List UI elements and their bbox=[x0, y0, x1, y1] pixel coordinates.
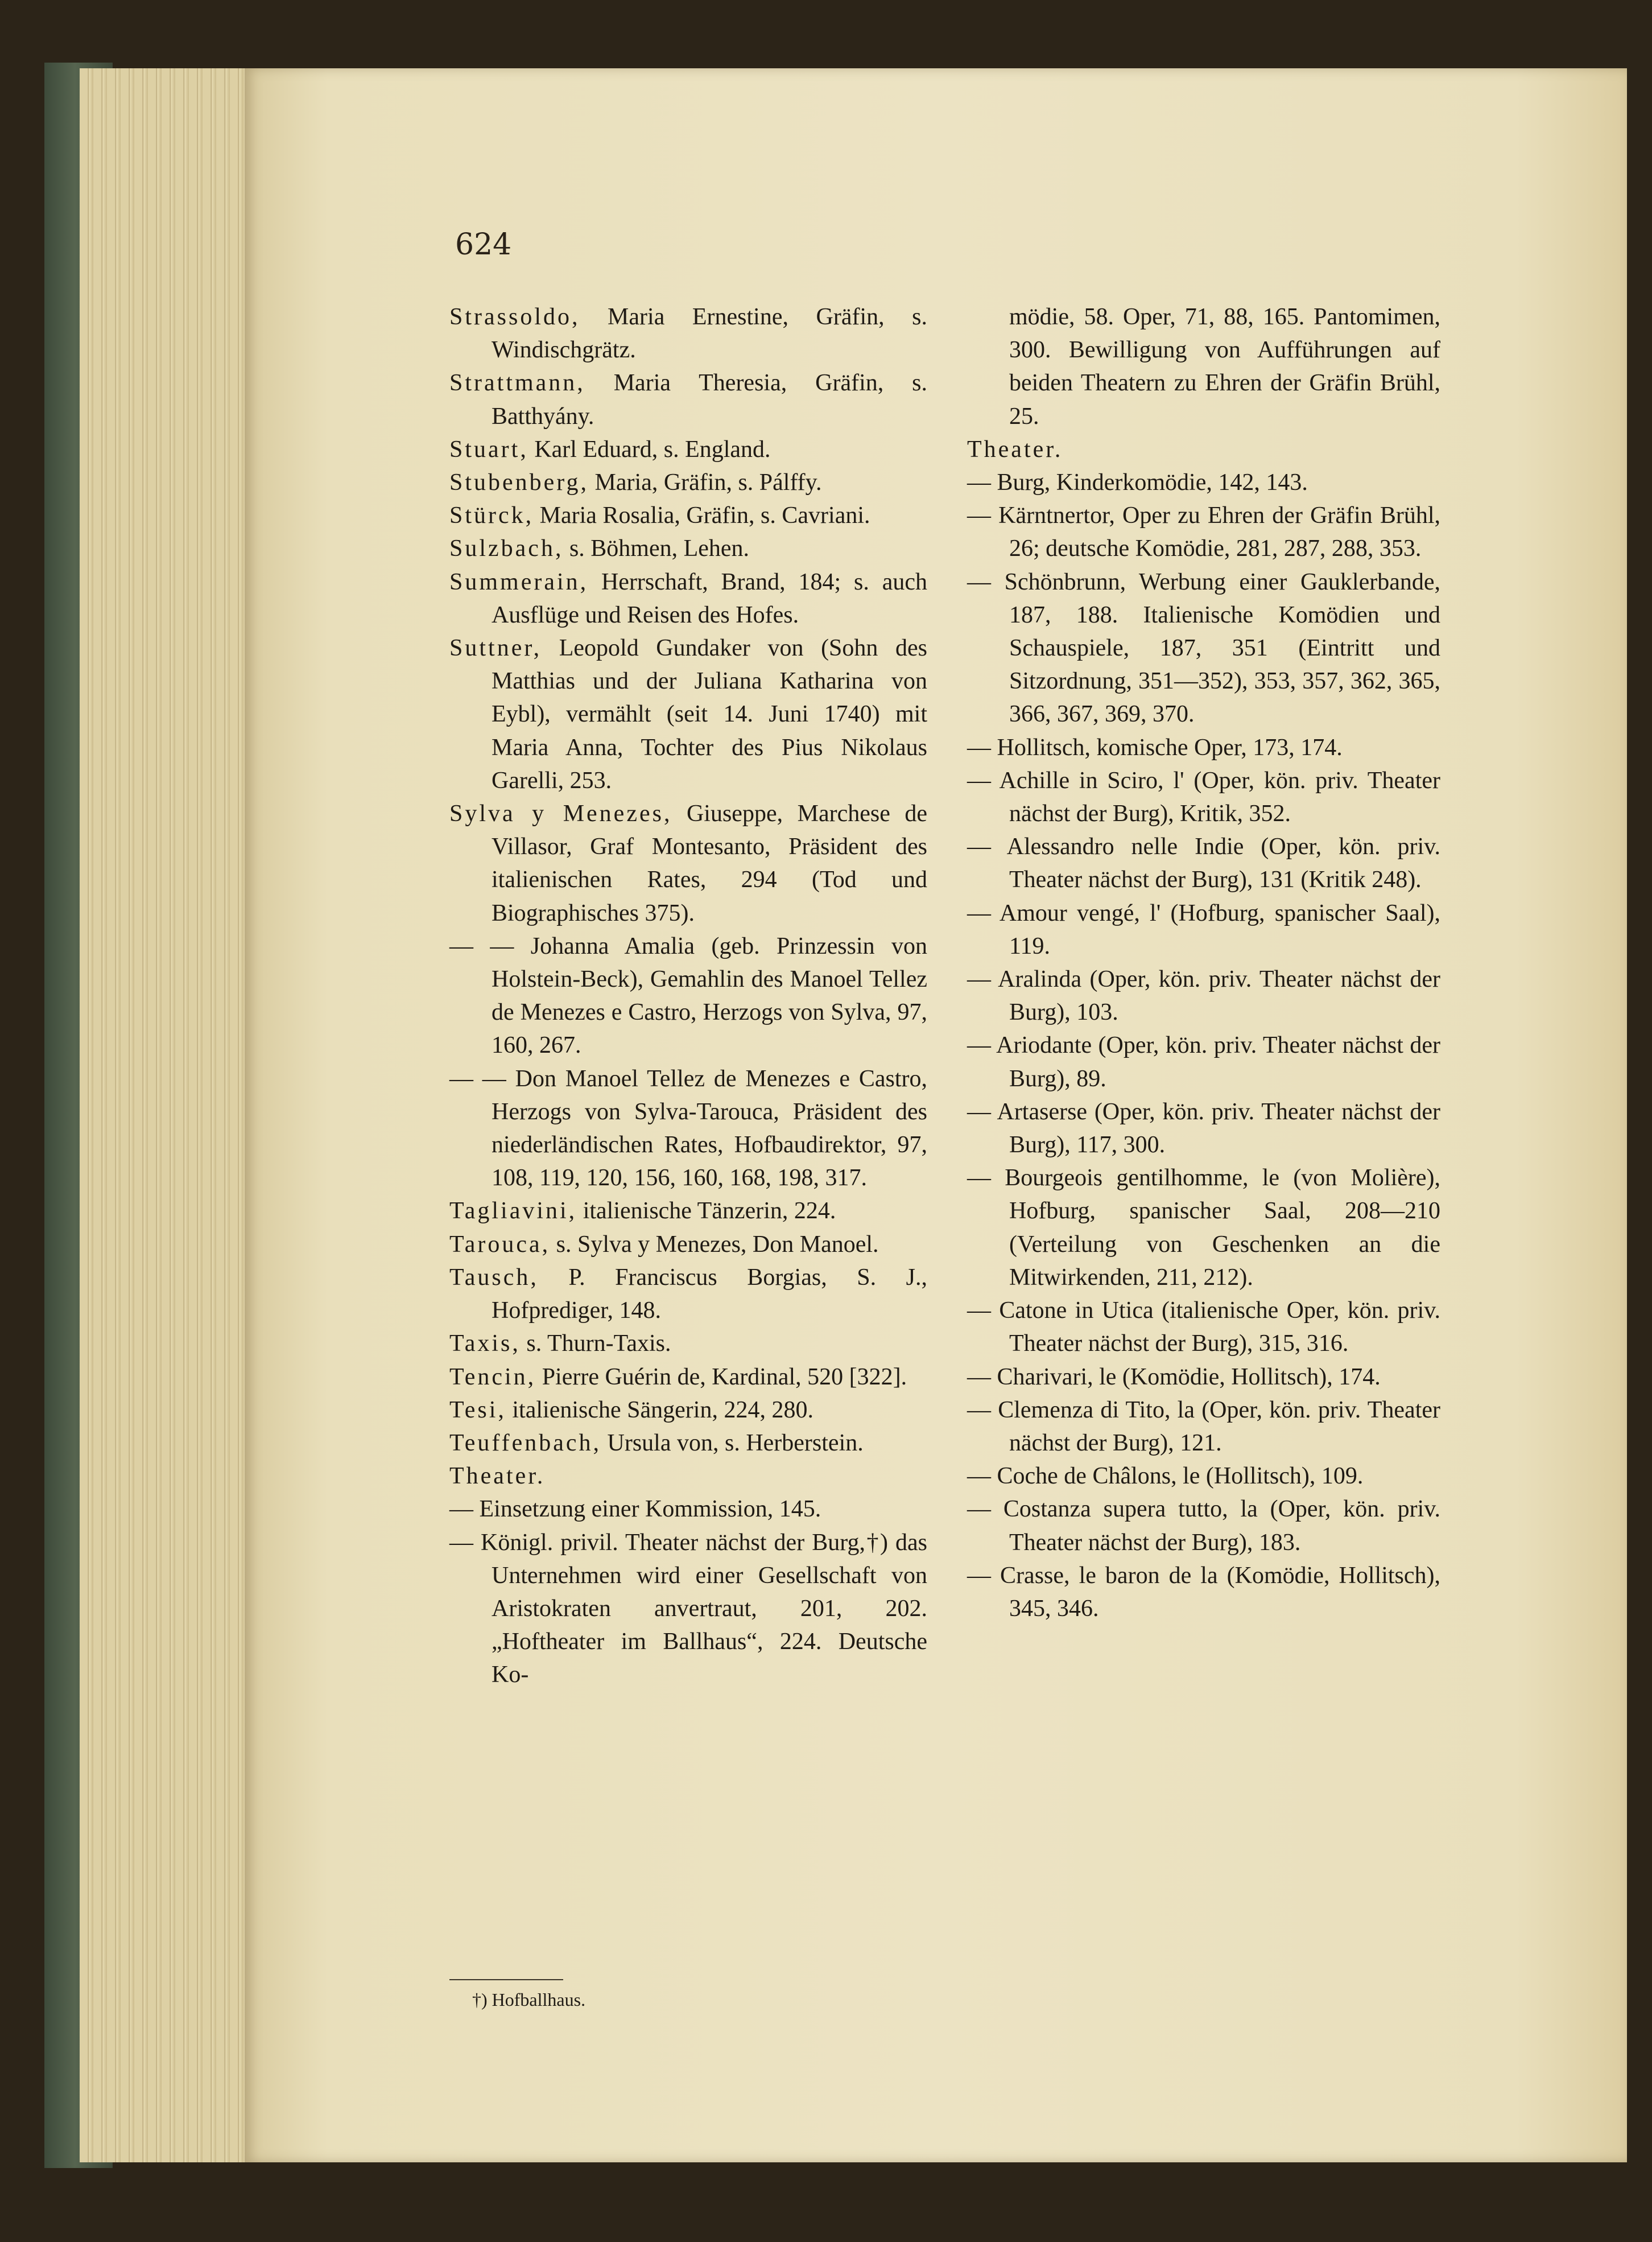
index-entry bbox=[967, 1095, 1440, 1161]
index-entry bbox=[967, 1559, 1440, 1625]
entry-text: — Ariodante (Oper, kön. priv. Theater nächst der Burg), 89. bbox=[967, 1032, 1440, 1092]
entry-heading: Stuart, bbox=[449, 436, 528, 463]
entry-heading: Tagliavini, bbox=[449, 1198, 577, 1225]
index-entry bbox=[967, 1493, 1440, 1559]
index-entry bbox=[449, 632, 927, 797]
entry-text: Herrschaft, Brand, 184; s. auch Ausflüge und Reisen des Hofes. bbox=[492, 568, 927, 628]
entry-heading: Teuffenbach, bbox=[449, 1429, 602, 1456]
index-entry bbox=[449, 300, 927, 366]
entry-text: Maria Rosalia, Gräfin, s. Cavriani. bbox=[534, 502, 870, 529]
entry-heading: Taxis, bbox=[449, 1330, 521, 1357]
index-entry bbox=[449, 499, 927, 532]
index-column-right bbox=[967, 300, 1440, 1625]
index-entry bbox=[449, 1427, 927, 1460]
page-number: 624 bbox=[455, 228, 512, 262]
index-entry bbox=[967, 897, 1440, 963]
entry-heading: Strattmann, bbox=[449, 370, 585, 397]
entry-text: Pierre Guérin de, Kardinal, 520 [322]. bbox=[536, 1363, 907, 1390]
entry-heading: Tarouca, bbox=[449, 1231, 551, 1258]
entry-heading: Theater. bbox=[449, 1463, 546, 1490]
index-entry bbox=[967, 764, 1440, 830]
index-entry bbox=[967, 1294, 1440, 1360]
entry-heading: Tesi, bbox=[449, 1396, 506, 1423]
entry-heading: Summerain, bbox=[449, 568, 589, 595]
entry-heading: Suttner, bbox=[449, 635, 542, 662]
index-entry bbox=[967, 731, 1440, 764]
index-entry bbox=[449, 466, 927, 499]
index-entry bbox=[449, 1194, 927, 1227]
entry-heading: Tencin, bbox=[449, 1363, 536, 1390]
entry-text: — Bourgeois gentilhomme, le (von Molière), Hofburg, spanischer Saal, 208—210 (Verteilung von Geschenken an die Mitwirkenden, 211, 212). bbox=[967, 1165, 1440, 1291]
entry-text: — Charivari, le (Komödie, Hollitsch), 174. bbox=[967, 1363, 1381, 1390]
entry-text: — Costanza supera tutto, la (Oper, kön. priv. Theater nächst der Burg), 183. bbox=[967, 1496, 1440, 1556]
entry-text: Leopold Gundaker von (Sohn des Matthias und der Juliana Katharina von Eybl), vermählt (seit 14. Juni 1740) mit Maria Anna, Tochter des Pius Nikolaus Garelli, 253. bbox=[492, 635, 927, 794]
index-entry bbox=[449, 1062, 927, 1195]
index-entry bbox=[449, 1493, 927, 1526]
entry-heading: Stürck, bbox=[449, 502, 534, 529]
entry-heading: Theater. bbox=[967, 436, 1063, 463]
index-entry bbox=[967, 1029, 1440, 1095]
index-entry bbox=[967, 1460, 1440, 1493]
entry-text: — Alessandro nelle Indie (Oper, kön. priv. Theater nächst der Burg), 131 (Kritik 248). bbox=[967, 834, 1440, 893]
index-entry bbox=[967, 300, 1440, 433]
entry-text: — — Johanna Amalia (geb. Prinzessin von Holstein-Beck), Gemahlin des Manoel Tellez de Menezes e Castro, Herzogs von Sylva, 97, 160, 267. bbox=[449, 933, 927, 1059]
entry-text: — Kärntnertor, Oper zu Ehren der Gräfin Brühl, 26; deutsche Komödie, 281, 287, 288, 353. bbox=[967, 502, 1440, 562]
index-entry bbox=[967, 1361, 1440, 1394]
entry-heading: Sylva y Menezes, bbox=[449, 801, 672, 827]
index-entry bbox=[449, 930, 927, 1062]
entry-heading: Tausch, bbox=[449, 1264, 539, 1291]
entry-text: Karl Eduard, s. England. bbox=[528, 436, 771, 463]
entry-text: — Einsetzung einer Kommission, 145. bbox=[449, 1496, 821, 1523]
index-entry bbox=[449, 797, 927, 930]
index-entry bbox=[449, 1361, 927, 1394]
index-entry bbox=[449, 1460, 927, 1493]
index-entry bbox=[449, 1394, 927, 1427]
entry-text: — Crasse, le baron de la (Komödie, Hollitsch), 345, 346. bbox=[967, 1562, 1440, 1622]
entry-text: — Achille in Sciro, l' (Oper, kön. priv. Theater nächst der Burg), Kritik, 352. bbox=[967, 767, 1440, 827]
entry-text: Giuseppe, Marchese de Villasor, Graf Montesanto, Präsident des italienischen Rates, 294 (Tod und Biographisches 375). bbox=[492, 801, 927, 926]
entry-text: s. Thurn-Taxis. bbox=[520, 1330, 671, 1357]
entry-text: Maria Ernestine, Gräfin, s. Windischgrätz. bbox=[492, 304, 927, 364]
footnote-divider bbox=[449, 1979, 563, 1980]
index-entry bbox=[449, 1261, 927, 1327]
entry-text: — Amour vengé, l' (Hofburg, spanischer Saal), 119. bbox=[967, 900, 1440, 959]
entry-text: — Aralinda (Oper, kön. priv. Theater nächst der Burg), 103. bbox=[967, 966, 1440, 1026]
index-entry bbox=[967, 1161, 1440, 1294]
entry-text: Maria, Gräfin, s. Pálffy. bbox=[589, 469, 822, 496]
index-entry bbox=[967, 499, 1440, 565]
index-column-left bbox=[449, 300, 927, 1692]
entry-heading: Sulzbach, bbox=[449, 535, 564, 562]
entry-text: mödie, 58. Oper, 71, 88, 165. Pantomimen, 300. Bewilligung von Aufführungen auf beiden Theatern zu Ehren der Gräfin Brühl, 25. bbox=[1009, 304, 1440, 430]
entry-text: — Hollitsch, komische Oper, 173, 174. bbox=[967, 734, 1343, 761]
entry-heading: Strassoldo, bbox=[449, 304, 580, 330]
index-entry bbox=[967, 566, 1440, 731]
entry-text: — Schönbrunn, Werbung einer Gauklerbande, 187, 188. Italienische Komödien und Schauspiele, 187, 351 (Eintritt und Sitzordnung, 351—352), 353, 357, 362, 365, 366, 367, 369, 370. bbox=[967, 568, 1440, 728]
entry-heading: Stubenberg, bbox=[449, 469, 589, 496]
entry-text: italienische Sängerin, 224, 280. bbox=[506, 1396, 813, 1423]
entry-text: — Coche de Châlons, le (Hollitsch), 109. bbox=[967, 1463, 1364, 1490]
entry-text: — Clemenza di Tito, la (Oper, kön. priv. Theater nächst der Burg), 121. bbox=[967, 1396, 1440, 1456]
entry-text: P. Franciscus Borgias, S. J., Hofprediger, 148. bbox=[492, 1264, 927, 1324]
index-entry bbox=[449, 532, 927, 565]
entry-text: — Burg, Kinderkomödie, 142, 143. bbox=[967, 469, 1308, 496]
index-entry bbox=[449, 566, 927, 632]
index-entry bbox=[449, 1526, 927, 1692]
index-entry bbox=[967, 466, 1440, 499]
index-entry bbox=[967, 963, 1440, 1029]
index-entry bbox=[449, 1327, 927, 1360]
entry-text: Ursula von, s. Herberstein. bbox=[601, 1429, 864, 1456]
entry-text: s. Sylva y Menezes, Don Manoel. bbox=[550, 1231, 879, 1258]
index-entry bbox=[449, 433, 927, 466]
entry-text: italienische Tänzerin, 224. bbox=[577, 1198, 836, 1225]
entry-text: — Artaserse (Oper, kön. priv. Theater nächst der Burg), 117, 300. bbox=[967, 1098, 1440, 1159]
page-edges bbox=[80, 68, 262, 2162]
index-entry bbox=[967, 830, 1440, 896]
index-entry bbox=[449, 1228, 927, 1261]
entry-text: — — Don Manoel Tellez de Menezes e Castro, Herzogs von Sylva-Tarouca, Präsident des niederländischen Rates, Hofbaudirektor, 97, 108, 119, 120, 156, 160, 168, 198, 317. bbox=[449, 1065, 927, 1192]
index-entry bbox=[449, 366, 927, 432]
index-entry bbox=[967, 1394, 1440, 1460]
index-entry bbox=[967, 433, 1440, 466]
entry-text: s. Böhmen, Lehen. bbox=[563, 535, 750, 562]
entry-text: — Catone in Utica (italienische Oper, kön. priv. Theater nächst der Burg), 315, 316. bbox=[967, 1297, 1440, 1357]
entry-text: — Königl. privil. Theater nächst der Burg,†) das Unternehmen wird einer Gesellschaft von Aristokraten anvertraut, 201, 202. „Hoftheater im Ballhaus“, 224. Deutsche Ko- bbox=[449, 1529, 927, 1688]
entry-text: Maria Theresia, Gräfin, s. Batthyány. bbox=[492, 370, 927, 430]
footnote: †) Hofballhaus. bbox=[472, 1989, 586, 2010]
